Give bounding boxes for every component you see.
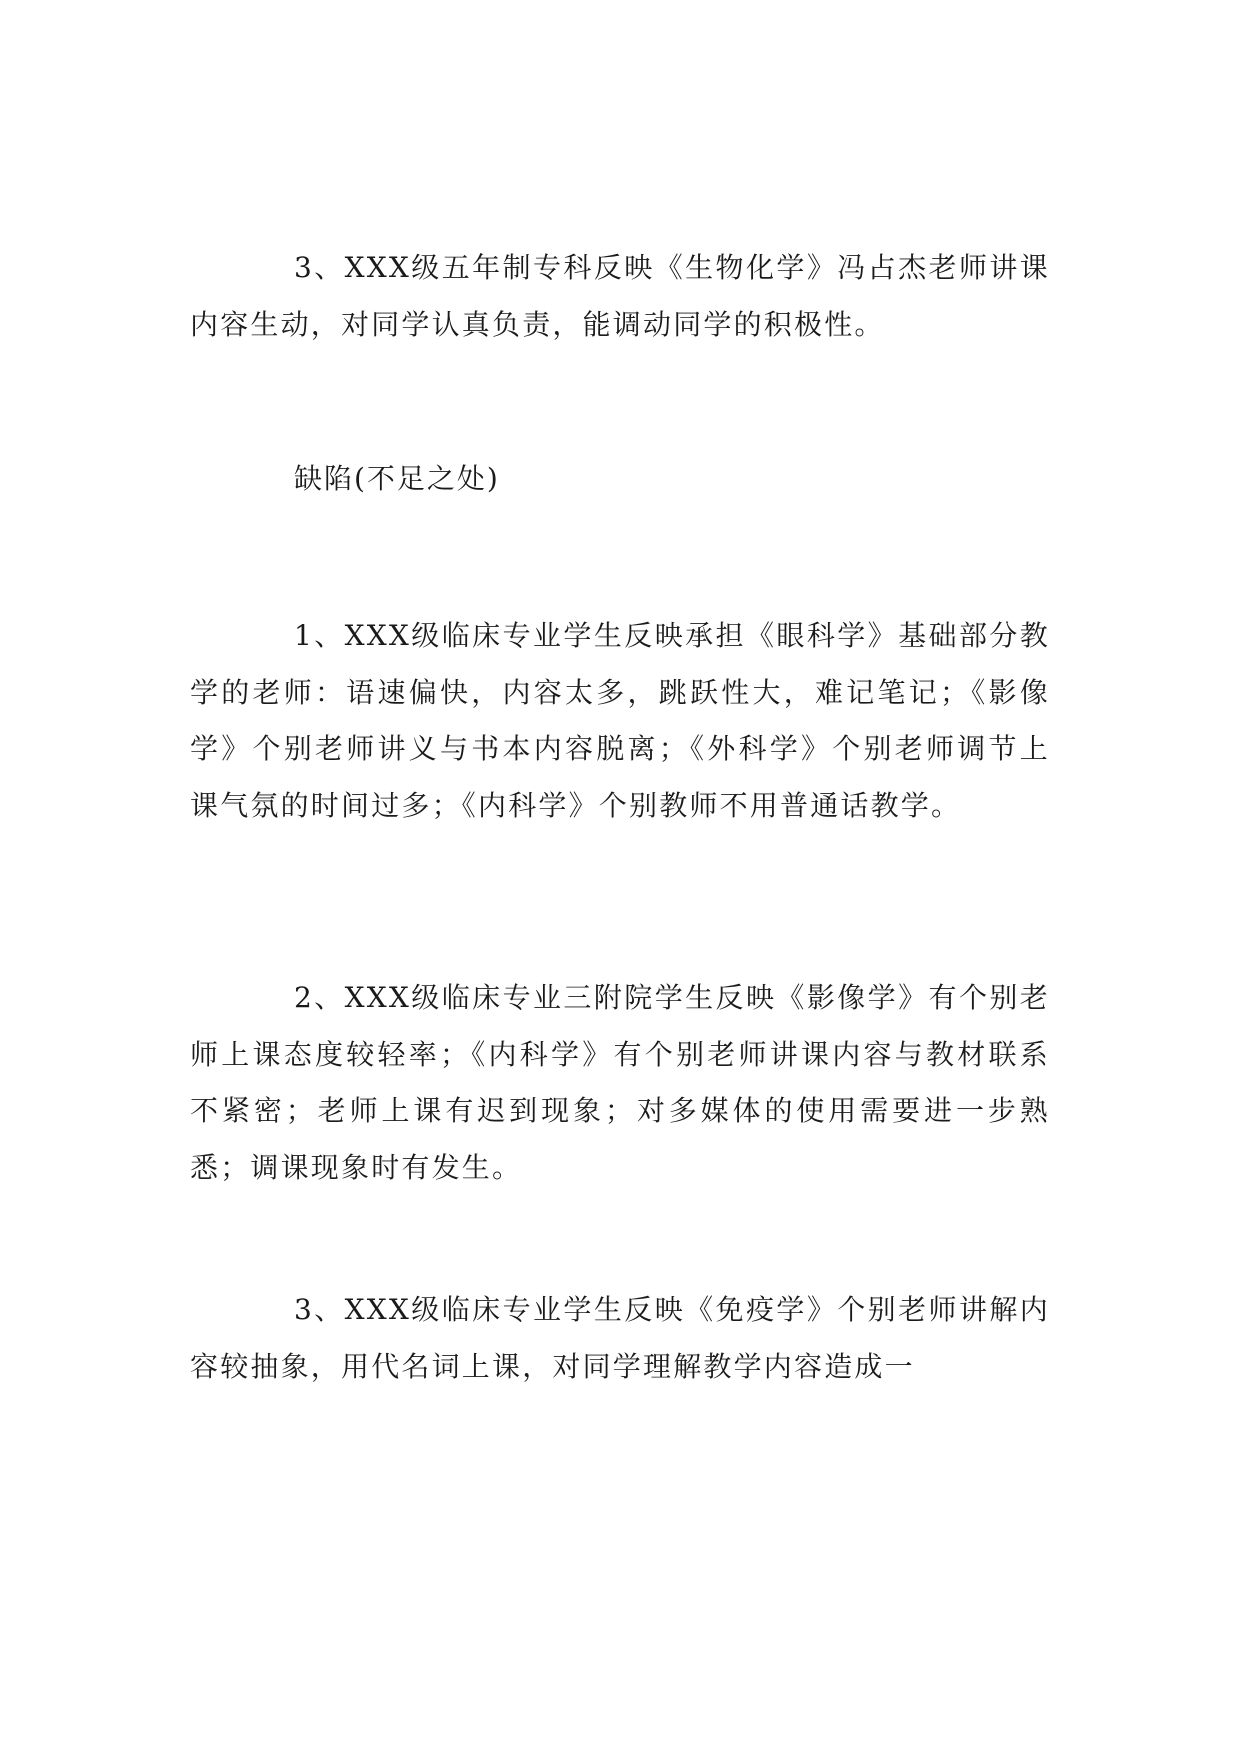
paragraph-deficiency-1: 1、XXX级临床专业学生反映承担《眼科学》基础部分教学的老师：语速偏快，内容太多，跳跃性大，难记笔记；《影像学》个别老师讲义与书本内容脱离；《外科学》个别老师调节上课气氛的时间过多；《内科学》个别教师不用普通话教学。	[190, 619, 1050, 822]
paragraph-deficiency-2: 2、XXX级临床专业三附院学生反映《影像学》有个别老师上课态度较轻率；《内科学》有个别老师讲课内容与教材联系不紧密；老师上课有迟到现象；对多媒体的使用需要进一步熟悉；调课现象时有发生。	[190, 981, 1050, 1184]
paragraph-positive-feedback-3: 3、XXX级五年制专科反映《生物化学》冯占杰老师讲课内容生动，对同学认真负责，能调动同学的积极性。	[190, 251, 1050, 341]
section-heading-deficiencies: 缺陷(不足之处)	[294, 462, 500, 495]
paragraph-deficiency-3: 3、XXX级临床专业学生反映《免疫学》个别老师讲解内容较抽象，用代名词上课，对同学理解教学内容造成一	[190, 1293, 1050, 1383]
